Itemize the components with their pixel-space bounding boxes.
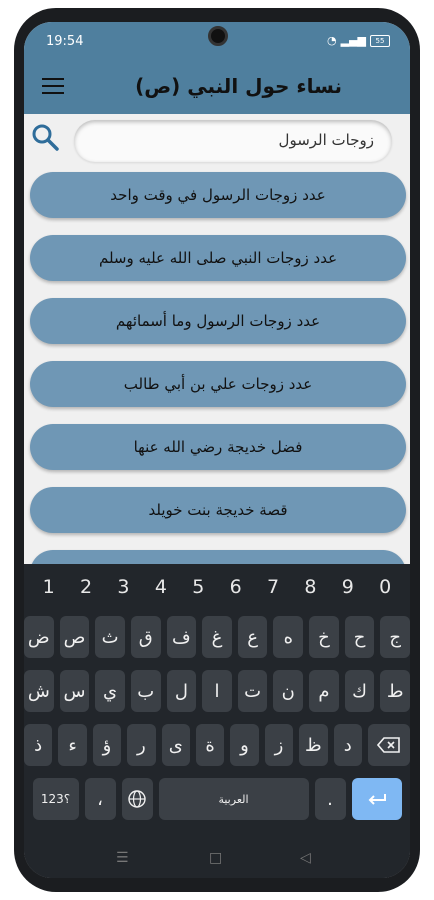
key-4[interactable]: 4 — [154, 576, 167, 598]
list-item[interactable]: عدد زوجات علي بن أبي طالب — [30, 361, 406, 407]
key-7[interactable]: 7 — [266, 576, 280, 598]
key-9[interactable]: 9 — [341, 576, 354, 598]
key-row-4 — [24, 778, 410, 820]
key-0[interactable]: 0 — [379, 576, 392, 598]
home-icon[interactable]: □ — [209, 850, 223, 866]
key[interactable]: ك — [345, 670, 375, 712]
signal-icon: ▂▄▆ — [340, 34, 366, 47]
key[interactable]: ط — [380, 670, 410, 712]
list-item[interactable]: عدد زوجات الرسول وما أسمائهم — [30, 298, 406, 344]
key[interactable]: ض — [24, 616, 54, 658]
list-item[interactable]: قصة خديجة بنت خويلد — [30, 487, 406, 533]
enter-key[interactable] — [352, 778, 402, 820]
recent-apps-icon[interactable]: ☰ — [116, 850, 129, 866]
status-icons — [327, 34, 390, 47]
key[interactable]: ع — [238, 616, 268, 658]
period-key[interactable]: . — [315, 778, 346, 820]
globe-icon — [127, 789, 147, 809]
key[interactable]: ش — [24, 670, 54, 712]
key-8[interactable]: 8 — [304, 576, 317, 598]
list-item[interactable]: فضل خديجة رضي الله عنها — [30, 424, 406, 470]
keyboard — [24, 564, 410, 878]
key[interactable]: د — [334, 724, 362, 766]
search-row — [24, 114, 410, 170]
key[interactable]: ا — [202, 670, 232, 712]
camera-icon — [208, 26, 228, 46]
key[interactable]: ظ — [299, 724, 327, 766]
enter-arrow-icon — [367, 792, 387, 806]
backspace-key[interactable] — [368, 724, 410, 766]
key[interactable]: ز — [265, 724, 293, 766]
key[interactable]: م — [309, 670, 339, 712]
key[interactable]: ى — [162, 724, 190, 766]
key[interactable]: ء — [58, 724, 86, 766]
space-key[interactable]: العربية — [159, 778, 309, 820]
key[interactable]: ج — [380, 616, 410, 658]
key[interactable]: ؤ — [93, 724, 121, 766]
key-row-2 — [24, 670, 410, 712]
key[interactable]: ف — [167, 616, 197, 658]
list-item[interactable]: عدد زوجات الرسول في وقت واحد — [30, 172, 406, 218]
key[interactable]: ث — [95, 616, 125, 658]
key[interactable]: ح — [345, 616, 375, 658]
status-bar — [24, 22, 410, 62]
key-1[interactable]: 1 — [42, 576, 55, 598]
comma-key[interactable]: ، — [85, 778, 116, 820]
app-title: نساء حول النبي (ص) — [135, 74, 342, 98]
key[interactable]: ل — [167, 670, 197, 712]
key[interactable]: ت — [238, 670, 268, 712]
list-item[interactable]: عدد زوجات النبي صلى الله عليه وسلم — [30, 235, 406, 281]
key-3[interactable]: 3 — [117, 576, 130, 598]
hamburger-menu-icon[interactable] — [42, 78, 64, 96]
backspace-icon — [377, 737, 401, 753]
language-key[interactable] — [122, 778, 153, 820]
key[interactable]: ن — [273, 670, 303, 712]
key[interactable]: ه — [273, 616, 303, 658]
key[interactable]: ص — [60, 616, 90, 658]
key[interactable]: ب — [131, 670, 161, 712]
key-6[interactable]: 6 — [229, 576, 242, 598]
status-time: 19:54 — [46, 34, 84, 49]
key-row-3 — [24, 724, 410, 766]
search-icon[interactable] — [30, 122, 60, 152]
system-nav-bar — [24, 840, 410, 878]
number-row — [24, 576, 410, 598]
search-input[interactable] — [74, 120, 392, 162]
symbols-key[interactable]: ؟123 — [33, 778, 79, 820]
key[interactable]: ذ — [24, 724, 52, 766]
key-2[interactable]: 2 — [80, 576, 93, 598]
key[interactable]: غ — [202, 616, 232, 658]
key[interactable]: ر — [127, 724, 155, 766]
key[interactable]: ة — [196, 724, 224, 766]
screen — [24, 22, 410, 878]
key-5[interactable]: 5 — [192, 576, 205, 598]
battery-icon: 55 — [370, 35, 390, 47]
key-row-1 — [24, 616, 410, 658]
key[interactable]: ي — [95, 670, 125, 712]
key[interactable]: ق — [131, 616, 161, 658]
key[interactable]: خ — [309, 616, 339, 658]
back-icon[interactable]: ◁ — [300, 850, 311, 866]
key[interactable]: و — [230, 724, 258, 766]
wifi-icon: ◔ — [327, 34, 337, 47]
key[interactable]: س — [60, 670, 90, 712]
search-input-value: زوجات الرسول — [278, 131, 374, 149]
app-bar — [24, 62, 410, 114]
